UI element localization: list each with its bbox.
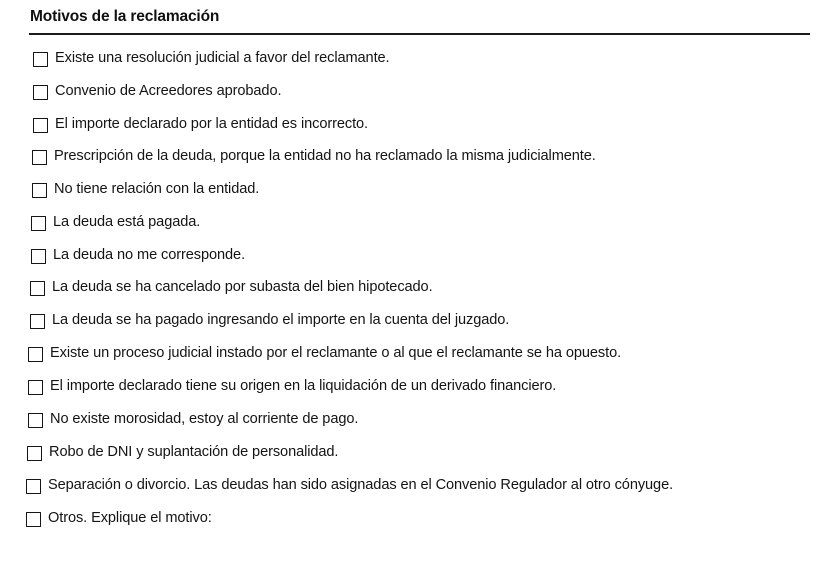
option-row-deuda-pagada-cuenta-juzgado[interactable] — [30, 312, 509, 329]
checkbox-otros-explique-motivo[interactable] — [26, 512, 41, 527]
checkbox-prescripcion-deuda[interactable] — [32, 150, 47, 165]
option-label-origen-derivado-financiero: El importe declarado tiene su origen en la liquidación de un derivado financiero. — [50, 378, 557, 394]
checkbox-robo-dni-suplantacion[interactable] — [27, 446, 42, 461]
option-row-importe-declarado-incorrecto[interactable] — [33, 116, 368, 133]
checkbox-resolucion-judicial-favor-reclamante[interactable] — [33, 52, 48, 67]
option-row-no-existe-morosidad[interactable] — [28, 411, 358, 428]
option-label-prescripcion-deuda: Prescripción de la deuda, porque la entidad no ha reclamado la misma judicialmente. — [54, 148, 596, 164]
option-row-otros-explique-motivo[interactable] — [26, 510, 212, 527]
checkbox-convenio-acreedores-aprobado[interactable] — [33, 85, 48, 100]
option-label-separacion-divorcio: Separación o divorcio. Las deudas han sido asignadas en el Convenio Regulador al otro cónyuge. — [48, 477, 674, 493]
option-row-no-tiene-relacion-entidad[interactable] — [32, 181, 259, 198]
header-divider — [29, 33, 810, 35]
checkbox-deuda-pagada-cuenta-juzgado[interactable] — [30, 314, 45, 329]
option-row-resolucion-judicial-favor-reclamante[interactable] — [33, 50, 390, 67]
option-label-deuda-no-corresponde: La deuda no me corresponde. — [53, 247, 246, 263]
option-label-otros-explique-motivo: Otros. Explique el motivo: — [48, 510, 212, 526]
checkbox-proceso-judicial-instado[interactable] — [28, 347, 43, 362]
checkbox-deuda-no-corresponde[interactable] — [31, 249, 46, 264]
option-row-convenio-acreedores-aprobado[interactable] — [33, 83, 281, 100]
option-label-no-existe-morosidad: No existe morosidad, estoy al corriente de pago. — [50, 411, 359, 427]
option-label-robo-dni-suplantacion: Robo de DNI y suplantación de personalidad. — [49, 444, 339, 460]
option-row-prescripcion-deuda[interactable] — [32, 148, 596, 165]
checkbox-deuda-esta-pagada[interactable] — [31, 216, 46, 231]
checkbox-no-tiene-relacion-entidad[interactable] — [32, 183, 47, 198]
page-title: Motivos de la reclamación — [30, 8, 220, 25]
option-label-deuda-pagada-cuenta-juzgado: La deuda se ha pagado ingresando el importe en la cuenta del juzgado. — [52, 312, 510, 328]
option-row-origen-derivado-financiero[interactable] — [28, 378, 556, 395]
option-row-proceso-judicial-instado[interactable] — [28, 345, 621, 362]
option-row-separacion-divorcio[interactable] — [26, 477, 673, 494]
checkbox-importe-declarado-incorrecto[interactable] — [33, 118, 48, 133]
checkbox-deuda-cancelada-subasta[interactable] — [30, 281, 45, 296]
option-label-resolucion-judicial-favor-reclamante: Existe una resolución judicial a favor del reclamante. — [55, 50, 390, 66]
checkbox-no-existe-morosidad[interactable] — [28, 413, 43, 428]
option-label-convenio-acreedores-aprobado: Convenio de Acreedores aprobado. — [55, 83, 282, 99]
option-row-deuda-cancelada-subasta[interactable] — [30, 279, 433, 296]
option-row-deuda-no-corresponde[interactable] — [31, 247, 245, 264]
option-label-no-tiene-relacion-entidad: No tiene relación con la entidad. — [54, 181, 260, 197]
option-label-importe-declarado-incorrecto: El importe declarado por la entidad es incorrecto. — [55, 116, 368, 132]
option-label-proceso-judicial-instado: Existe un proceso judicial instado por el reclamante o al que el reclamante se ha opuesto. — [50, 345, 622, 361]
option-row-robo-dni-suplantacion[interactable] — [27, 444, 338, 461]
checkbox-origen-derivado-financiero[interactable] — [28, 380, 43, 395]
option-row-deuda-esta-pagada[interactable] — [31, 214, 200, 231]
checkbox-separacion-divorcio[interactable] — [26, 479, 41, 494]
option-label-deuda-esta-pagada: La deuda está pagada. — [53, 214, 201, 230]
option-label-deuda-cancelada-subasta: La deuda se ha cancelado por subasta del bien hipotecado. — [52, 279, 433, 295]
